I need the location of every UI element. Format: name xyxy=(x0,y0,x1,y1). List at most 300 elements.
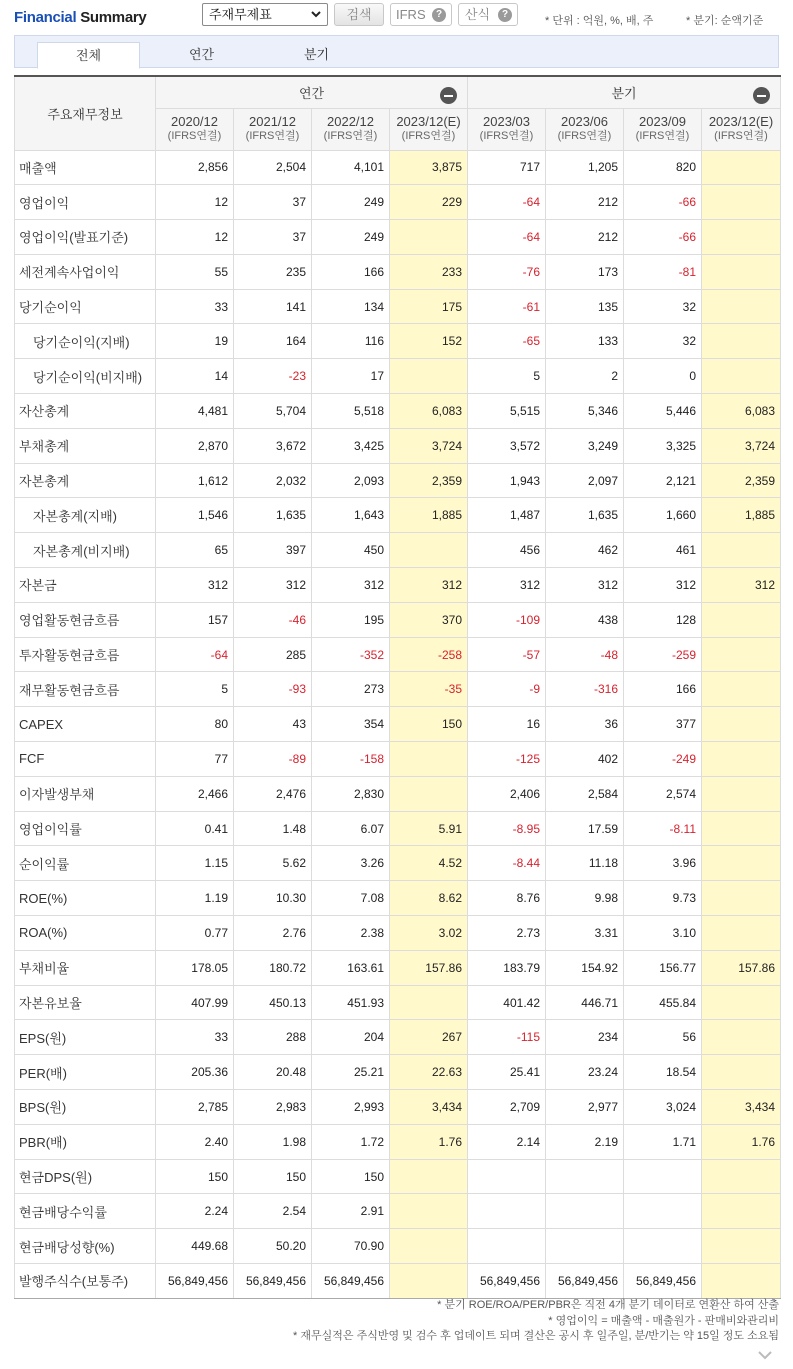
table-cell: 32 xyxy=(624,289,702,324)
table-cell: 233 xyxy=(390,254,468,289)
table-cell: 23.24 xyxy=(546,1055,624,1090)
table-cell: 2,977 xyxy=(546,1090,624,1125)
column-basis: (IFRS연결) xyxy=(401,130,456,142)
quarter-group-label: 분기 xyxy=(611,85,637,101)
table-row xyxy=(15,289,781,324)
table-cell: -258 xyxy=(390,637,468,672)
table-cell: -23 xyxy=(234,359,312,394)
table-cell: 150 xyxy=(390,707,468,742)
collapse-quarter-icon[interactable] xyxy=(753,87,770,104)
table-cell: -81 xyxy=(624,254,702,289)
table-cell: -66 xyxy=(624,220,702,255)
table-cell: 56,849,456 xyxy=(234,1264,312,1299)
table-cell: 175 xyxy=(390,289,468,324)
table-cell xyxy=(702,359,781,394)
table-cell: 43 xyxy=(234,707,312,742)
table-cell: 1,487 xyxy=(468,498,546,533)
row-label: 현금배당수익률 xyxy=(15,1194,156,1229)
table-cell: 2.40 xyxy=(156,1124,234,1159)
table-row xyxy=(15,950,781,985)
table-cell: -46 xyxy=(234,602,312,637)
row-label: EPS(원) xyxy=(15,1020,156,1055)
row-label: 부채총계 xyxy=(15,428,156,463)
column-period: 2023/03 xyxy=(483,114,530,129)
table-row xyxy=(15,568,781,603)
table-cell xyxy=(390,1194,468,1229)
table-cell: 80 xyxy=(156,707,234,742)
table-cell: 11.18 xyxy=(546,846,624,881)
table-cell: 56,849,456 xyxy=(156,1264,234,1299)
table-cell: 50.20 xyxy=(234,1229,312,1264)
statement-type-value: 주재무제표 xyxy=(209,7,272,22)
table-row xyxy=(15,254,781,289)
table-cell: 267 xyxy=(390,1020,468,1055)
unit-note: * 단위 : 억원, %, 배, 주 xyxy=(545,15,654,27)
table-cell: 2,574 xyxy=(624,776,702,811)
table-cell: -8.44 xyxy=(468,846,546,881)
question-icon: ? xyxy=(498,8,512,22)
row-header-label: 주요재무정보 xyxy=(15,76,156,150)
table-row xyxy=(15,220,781,255)
table-cell: 1.98 xyxy=(234,1124,312,1159)
table-cell: 820 xyxy=(624,150,702,185)
table-cell: 407.99 xyxy=(156,985,234,1020)
table-cell: 2,359 xyxy=(390,463,468,498)
table-cell: 2.73 xyxy=(468,916,546,951)
column-header xyxy=(468,108,546,150)
table-row xyxy=(15,1229,781,1264)
table-cell: 166 xyxy=(624,672,702,707)
table-cell: 2,466 xyxy=(156,776,234,811)
title-summary: Summary xyxy=(80,9,147,26)
table-cell: -89 xyxy=(234,742,312,777)
table-cell xyxy=(624,1159,702,1194)
table-row xyxy=(15,533,781,568)
row-label: 자본총계(비지배) xyxy=(15,533,156,568)
table-cell: 5.91 xyxy=(390,811,468,846)
table-cell: 152 xyxy=(390,324,468,359)
column-header xyxy=(234,108,312,150)
table-cell xyxy=(702,811,781,846)
column-basis: (IFRS연결) xyxy=(323,130,378,142)
table-cell: 128 xyxy=(624,602,702,637)
column-header xyxy=(312,108,390,150)
toolbar xyxy=(0,0,793,34)
table-cell: 33 xyxy=(156,289,234,324)
table-cell: -57 xyxy=(468,637,546,672)
row-label: 영업활동현금흐름 xyxy=(15,602,156,637)
table-cell xyxy=(390,533,468,568)
table-cell: 2,359 xyxy=(702,463,781,498)
table-cell: 2,830 xyxy=(312,776,390,811)
column-period: 2020/12 xyxy=(171,114,218,129)
basis-note: * 분기: 순액기준 xyxy=(686,15,764,27)
table-cell: 5,515 xyxy=(468,394,546,429)
row-label: 매출액 xyxy=(15,150,156,185)
table-cell xyxy=(624,1229,702,1264)
table-cell xyxy=(546,1159,624,1194)
table-cell: 1.76 xyxy=(702,1124,781,1159)
table-cell: 5,518 xyxy=(312,394,390,429)
row-label: 영업이익률 xyxy=(15,811,156,846)
table-cell: 288 xyxy=(234,1020,312,1055)
table-cell xyxy=(702,985,781,1020)
table-cell: 451.93 xyxy=(312,985,390,1020)
table-cell: 16 xyxy=(468,707,546,742)
table-cell: 1,885 xyxy=(390,498,468,533)
table-row xyxy=(15,1090,781,1125)
table-cell: 312 xyxy=(546,568,624,603)
table-cell: 12 xyxy=(156,220,234,255)
row-label: 부채비율 xyxy=(15,950,156,985)
table-cell xyxy=(546,1194,624,1229)
ifrs-label: IFRS xyxy=(396,7,426,22)
table-cell: -61 xyxy=(468,289,546,324)
table-row xyxy=(15,916,781,951)
table-cell: 2,504 xyxy=(234,150,312,185)
table-cell: -125 xyxy=(468,742,546,777)
table-cell: 212 xyxy=(546,185,624,220)
table-cell: 3,672 xyxy=(234,428,312,463)
table-cell: 450.13 xyxy=(234,985,312,1020)
table-cell: 6,083 xyxy=(390,394,468,429)
row-label: 자본유보율 xyxy=(15,985,156,1020)
table-cell: 56,849,456 xyxy=(468,1264,546,1299)
table-cell: 249 xyxy=(312,185,390,220)
table-cell: 2,121 xyxy=(624,463,702,498)
table-cell: 3.26 xyxy=(312,846,390,881)
statement-type-select[interactable] xyxy=(202,3,328,26)
quarter-group-header xyxy=(468,76,781,108)
table-cell: 3,434 xyxy=(702,1090,781,1125)
table-cell: 462 xyxy=(546,533,624,568)
column-header xyxy=(156,108,234,150)
chevron-down-icon[interactable] xyxy=(757,1347,773,1363)
table-cell: 5,446 xyxy=(624,394,702,429)
column-header xyxy=(702,108,781,150)
row-label: 당기순이익(비지배) xyxy=(15,359,156,394)
table-cell: 18.54 xyxy=(624,1055,702,1090)
table-cell: 461 xyxy=(624,533,702,568)
table-cell: 212 xyxy=(546,220,624,255)
row-label: PER(배) xyxy=(15,1055,156,1090)
table-cell xyxy=(702,533,781,568)
table-cell xyxy=(702,846,781,881)
search-button[interactable]: 검색 xyxy=(334,3,384,26)
annual-group-header xyxy=(156,76,468,108)
table-row xyxy=(15,1124,781,1159)
table-cell: 0.77 xyxy=(156,916,234,951)
table-cell: 2,856 xyxy=(156,150,234,185)
table-cell: 2.24 xyxy=(156,1194,234,1229)
table-cell: 141 xyxy=(234,289,312,324)
table-cell xyxy=(468,1159,546,1194)
table-cell: 312 xyxy=(156,568,234,603)
table-cell xyxy=(702,220,781,255)
table-cell: -93 xyxy=(234,672,312,707)
table-cell: 2.38 xyxy=(312,916,390,951)
table-row xyxy=(15,1020,781,1055)
table-cell: 234 xyxy=(546,1020,624,1055)
table-row xyxy=(15,881,781,916)
table-cell: 5.62 xyxy=(234,846,312,881)
table-cell: 17 xyxy=(312,359,390,394)
table-cell: 2,093 xyxy=(312,463,390,498)
table-row xyxy=(15,742,781,777)
table-cell: 2,584 xyxy=(546,776,624,811)
table-cell: 456 xyxy=(468,533,546,568)
table-cell: -64 xyxy=(468,185,546,220)
table-cell: 8.62 xyxy=(390,881,468,916)
table-row xyxy=(15,324,781,359)
table-cell: 1.15 xyxy=(156,846,234,881)
table-cell: 2,406 xyxy=(468,776,546,811)
table-cell: 3.96 xyxy=(624,846,702,881)
table-cell: -352 xyxy=(312,637,390,672)
row-label: 자본금 xyxy=(15,568,156,603)
table-cell xyxy=(624,1194,702,1229)
table-cell: 5,346 xyxy=(546,394,624,429)
table-cell: 70.90 xyxy=(312,1229,390,1264)
row-label: BPS(원) xyxy=(15,1090,156,1125)
table-cell: 3,724 xyxy=(702,428,781,463)
table-cell xyxy=(702,1020,781,1055)
table-cell: 164 xyxy=(234,324,312,359)
tab-quarter[interactable]: 분기 xyxy=(303,47,330,62)
ifrs-help-button[interactable] xyxy=(390,3,452,26)
formula-label: 산식 xyxy=(465,7,491,22)
table-cell: 1,885 xyxy=(702,498,781,533)
table-cell: 150 xyxy=(156,1159,234,1194)
table-cell: 2,032 xyxy=(234,463,312,498)
table-cell: 205.36 xyxy=(156,1055,234,1090)
table-cell xyxy=(390,776,468,811)
column-period: 2023/12(E) xyxy=(708,114,774,129)
table-cell: 377 xyxy=(624,707,702,742)
row-label: FCF xyxy=(15,742,156,777)
table-cell: 22.63 xyxy=(390,1055,468,1090)
table-cell: 195 xyxy=(312,602,390,637)
table-cell: 312 xyxy=(624,568,702,603)
table-row xyxy=(15,707,781,742)
table-cell xyxy=(702,672,781,707)
table-cell: 3.02 xyxy=(390,916,468,951)
table-cell: 180.72 xyxy=(234,950,312,985)
table-cell: 150 xyxy=(234,1159,312,1194)
table-cell: 6,083 xyxy=(702,394,781,429)
table-cell xyxy=(390,220,468,255)
table-cell: 25.21 xyxy=(312,1055,390,1090)
table-cell: -249 xyxy=(624,742,702,777)
table-cell: -9 xyxy=(468,672,546,707)
row-label: 자본총계(지배) xyxy=(15,498,156,533)
table-cell: 183.79 xyxy=(468,950,546,985)
table-cell xyxy=(390,985,468,1020)
column-basis: (IFRS연결) xyxy=(479,130,534,142)
table-cell: 5 xyxy=(468,359,546,394)
table-cell xyxy=(702,602,781,637)
table-cell: 455.84 xyxy=(624,985,702,1020)
table-cell: 5 xyxy=(156,672,234,707)
table-cell xyxy=(702,254,781,289)
table-cell: 12 xyxy=(156,185,234,220)
table-cell: -115 xyxy=(468,1020,546,1055)
table-cell xyxy=(702,1229,781,1264)
table-cell: 1,205 xyxy=(546,150,624,185)
table-row xyxy=(15,985,781,1020)
table-cell: 20.48 xyxy=(234,1055,312,1090)
table-cell: 156.77 xyxy=(624,950,702,985)
table-cell: -65 xyxy=(468,324,546,359)
table-cell: 3,249 xyxy=(546,428,624,463)
tab-all[interactable]: 전체 xyxy=(37,42,140,69)
table-cell: 401.42 xyxy=(468,985,546,1020)
table-cell: 3,572 xyxy=(468,428,546,463)
column-period: 2021/12 xyxy=(249,114,296,129)
row-label: CAPEX xyxy=(15,707,156,742)
table-cell: 3,024 xyxy=(624,1090,702,1125)
table-cell xyxy=(702,185,781,220)
row-label: 당기순이익 xyxy=(15,289,156,324)
table-cell: -48 xyxy=(546,637,624,672)
table-cell: 1,635 xyxy=(546,498,624,533)
table-cell: 312 xyxy=(468,568,546,603)
table-cell xyxy=(702,707,781,742)
table-cell: 77 xyxy=(156,742,234,777)
formula-help-button[interactable] xyxy=(458,3,518,26)
table-cell: -8.11 xyxy=(624,811,702,846)
table-cell xyxy=(702,916,781,951)
table-row xyxy=(15,394,781,429)
table-cell: 157.86 xyxy=(702,950,781,985)
table-cell: 1.72 xyxy=(312,1124,390,1159)
table-row xyxy=(15,846,781,881)
table-cell: 56,849,456 xyxy=(546,1264,624,1299)
table-cell: 33 xyxy=(156,1020,234,1055)
table-cell: -35 xyxy=(390,672,468,707)
table-cell: 3,434 xyxy=(390,1090,468,1125)
table-cell: -66 xyxy=(624,185,702,220)
table-cell: -158 xyxy=(312,742,390,777)
table-cell: 2 xyxy=(546,359,624,394)
table-cell: -76 xyxy=(468,254,546,289)
table-cell: 1,546 xyxy=(156,498,234,533)
table-cell xyxy=(702,637,781,672)
table-row xyxy=(15,1194,781,1229)
table-cell: 4,101 xyxy=(312,150,390,185)
row-label: PBR(배) xyxy=(15,1124,156,1159)
column-header xyxy=(546,108,624,150)
table-cell: 2.19 xyxy=(546,1124,624,1159)
table-cell: 717 xyxy=(468,150,546,185)
table-cell: 2.76 xyxy=(234,916,312,951)
table-cell: 2,983 xyxy=(234,1090,312,1125)
annual-group-label: 연간 xyxy=(298,85,325,101)
table-cell xyxy=(546,1229,624,1264)
table-row xyxy=(15,1159,781,1194)
column-period: 2023/09 xyxy=(639,114,686,129)
table-cell: 249 xyxy=(312,220,390,255)
column-period: 2023/06 xyxy=(561,114,608,129)
table-cell xyxy=(702,289,781,324)
table-cell: 7.08 xyxy=(312,881,390,916)
table-cell: 56,849,456 xyxy=(624,1264,702,1299)
table-cell xyxy=(702,881,781,916)
table-cell: 273 xyxy=(312,672,390,707)
table-cell: 2,785 xyxy=(156,1090,234,1125)
table-cell: -8.95 xyxy=(468,811,546,846)
table-cell: 1,643 xyxy=(312,498,390,533)
table-cell: 204 xyxy=(312,1020,390,1055)
table-cell: 1,635 xyxy=(234,498,312,533)
table-cell: 5,704 xyxy=(234,394,312,429)
table-cell: 65 xyxy=(156,533,234,568)
table-cell: 37 xyxy=(234,185,312,220)
table-cell: 157 xyxy=(156,602,234,637)
table-cell: 1.76 xyxy=(390,1124,468,1159)
table-cell: 135 xyxy=(546,289,624,324)
table-cell: 0 xyxy=(624,359,702,394)
table-cell xyxy=(702,1194,781,1229)
table-cell: 229 xyxy=(390,185,468,220)
column-header xyxy=(624,108,702,150)
table-cell: 312 xyxy=(390,568,468,603)
table-cell: -259 xyxy=(624,637,702,672)
table-cell: 157.86 xyxy=(390,950,468,985)
table-cell: 285 xyxy=(234,637,312,672)
table-cell: 1,612 xyxy=(156,463,234,498)
row-label: 순이익률 xyxy=(15,846,156,881)
column-basis: (IFRS연결) xyxy=(714,130,768,142)
collapse-annual-icon[interactable] xyxy=(440,87,457,104)
table-cell: 312 xyxy=(234,568,312,603)
table-row xyxy=(15,1055,781,1090)
column-basis: (IFRS연결) xyxy=(167,130,222,142)
footnotes xyxy=(293,1298,779,1345)
table-cell: -316 xyxy=(546,672,624,707)
table-cell: 1,660 xyxy=(624,498,702,533)
row-label: 이자발생부채 xyxy=(15,776,156,811)
table-cell: 17.59 xyxy=(546,811,624,846)
table-cell: 10.30 xyxy=(234,881,312,916)
table-cell: 354 xyxy=(312,707,390,742)
table-cell: 312 xyxy=(312,568,390,603)
table-cell: 3,325 xyxy=(624,428,702,463)
table-cell: 9.98 xyxy=(546,881,624,916)
table-cell: 402 xyxy=(546,742,624,777)
table-cell: 449.68 xyxy=(156,1229,234,1264)
tab-annual[interactable]: 연간 xyxy=(188,47,215,62)
table-cell: 9.73 xyxy=(624,881,702,916)
table-cell xyxy=(702,776,781,811)
page-title xyxy=(14,9,146,26)
row-label: 영업이익 xyxy=(15,185,156,220)
table-row xyxy=(15,359,781,394)
table-cell: 134 xyxy=(312,289,390,324)
table-cell: 450 xyxy=(312,533,390,568)
table-cell: -109 xyxy=(468,602,546,637)
table-cell: 2.91 xyxy=(312,1194,390,1229)
table-cell: 312 xyxy=(702,568,781,603)
table-cell: 163.61 xyxy=(312,950,390,985)
table-cell: 2,870 xyxy=(156,428,234,463)
row-label: ROE(%) xyxy=(15,881,156,916)
table-row xyxy=(15,637,781,672)
table-cell: 2.14 xyxy=(468,1124,546,1159)
table-cell: 6.07 xyxy=(312,811,390,846)
table-row xyxy=(15,1264,781,1299)
table-cell: 1.48 xyxy=(234,811,312,846)
